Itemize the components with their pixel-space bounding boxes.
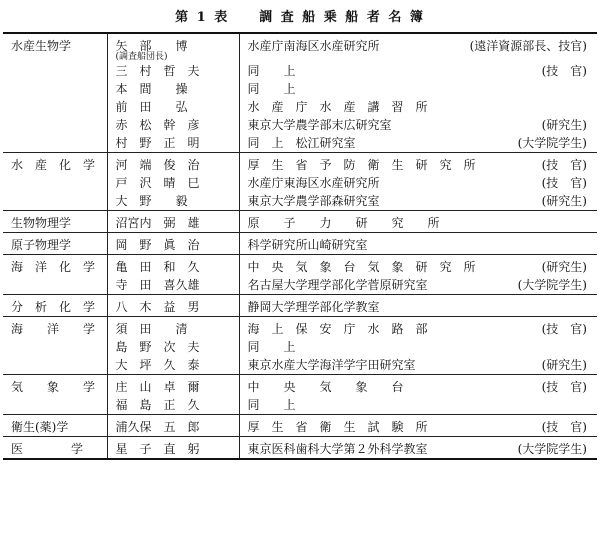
name-cell — [107, 33, 239, 62]
table-title: 第 1 表 調 査 船 乗 船 者 名 簿 — [175, 10, 425, 25]
field-cell: 原子物理学 — [11, 238, 72, 252]
field-cell: 水産生物学 — [11, 39, 72, 53]
rank-text — [587, 98, 593, 116]
affiliation-cell — [239, 295, 597, 317]
affiliation-text: 同 上 — [247, 340, 296, 354]
person-name: 島 野 次 夫 — [115, 340, 200, 354]
person-name: 戸 沢 晴 巳 — [115, 176, 200, 190]
affiliation-cell — [239, 317, 597, 339]
affiliation-text: 東京大学農学部森研究室 — [247, 194, 380, 208]
rank-text — [587, 80, 593, 98]
table-row — [3, 375, 597, 397]
name-cell — [107, 396, 239, 415]
person-name: 矢 部 博 — [115, 39, 188, 53]
person-name: 須 田 清 — [115, 322, 188, 336]
name-cell — [107, 80, 239, 98]
person-name: 三 村 哲 夫 — [115, 64, 200, 78]
affiliation-cell — [239, 192, 597, 211]
rank-text: (技 官) — [541, 158, 587, 172]
person-name: 大 坪 久 泰 — [115, 358, 200, 372]
affiliation-text: 東京大学農学部末広研究室 — [247, 118, 392, 132]
affiliation-cell — [239, 375, 597, 397]
affiliation-cell — [239, 80, 597, 98]
role-note: (調査船団長) — [115, 52, 168, 62]
affiliation-cell — [239, 153, 597, 175]
affiliation-text: 水 産 庁 水 産 講 習 所 — [247, 100, 428, 114]
affiliation-cell — [239, 98, 597, 116]
name-cell — [107, 116, 239, 134]
table-row — [3, 153, 597, 175]
field-cell: 海 洋 化 学 — [11, 260, 96, 274]
name-cell — [107, 153, 239, 175]
rank-text: (技 官) — [541, 176, 587, 190]
affiliation-cell — [239, 255, 597, 277]
affiliation-cell — [239, 338, 597, 356]
roster-body — [3, 33, 597, 459]
affiliation-cell — [239, 211, 597, 233]
person-name: 浦久保 五 郎 — [115, 420, 200, 434]
affiliation-text: 科学研究所山崎研究室 — [247, 238, 368, 252]
affiliation-text: 水産庁南海区水産研究所 — [247, 39, 380, 53]
affiliation-cell — [239, 62, 597, 80]
field-cell: 生物物理学 — [11, 216, 72, 230]
rank-text: (研究生) — [541, 118, 587, 132]
name-cell — [107, 134, 239, 153]
field-cell: 分 析 化 学 — [11, 300, 96, 314]
table-row — [3, 211, 597, 233]
field-cell: 海 洋 学 — [11, 322, 96, 336]
person-name: 庄 山 卓 爾 — [115, 380, 200, 394]
affiliation-text: 厚 生 省 衛 生 試 験 所 — [247, 420, 428, 434]
rank-text — [587, 298, 593, 316]
roster-table — [3, 32, 597, 460]
person-name: 寺 田 喜久雄 — [115, 278, 200, 292]
affiliation-text: 静岡大学理学部化学教室 — [247, 300, 380, 314]
person-name: 沼宮内 弼 雄 — [115, 216, 200, 230]
person-name: 赤 松 幹 彦 — [115, 118, 200, 132]
table-row — [3, 233, 597, 255]
table-row — [3, 317, 597, 339]
rank-text: (技 官) — [541, 64, 587, 78]
rank-text: (研究生) — [541, 260, 587, 274]
name-cell — [107, 276, 239, 295]
table-row — [3, 437, 597, 460]
name-cell — [107, 295, 239, 317]
name-cell — [107, 317, 239, 339]
name-cell — [107, 233, 239, 255]
rank-text: (大学院学生) — [517, 278, 587, 292]
person-name: 岡 野 眞 治 — [115, 238, 200, 252]
affiliation-text: 中 央 気 象 台 — [247, 380, 404, 394]
table-row — [3, 255, 597, 277]
affiliation-cell — [239, 116, 597, 134]
affiliation-text: 東京水産大学海洋学宇田研究室 — [247, 358, 416, 372]
person-name: 大 野 毅 — [115, 194, 188, 208]
affiliation-text: 海 上 保 安 庁 水 路 部 — [247, 322, 428, 336]
name-cell — [107, 62, 239, 80]
person-name: 星 子 直 躬 — [115, 442, 200, 456]
affiliation-cell — [239, 356, 597, 375]
name-cell — [107, 192, 239, 211]
affiliation-text: 原 子 力 研 究 所 — [247, 216, 440, 230]
table-row — [3, 33, 597, 62]
name-cell — [107, 437, 239, 460]
affiliation-text: 同 上 — [247, 398, 296, 412]
person-name: 福 島 正 久 — [115, 398, 200, 412]
rank-text: (遠洋資源部長、技官) — [469, 39, 587, 53]
affiliation-text: 東京医科歯科大学第２外科学教室 — [247, 442, 428, 456]
affiliation-text: 水産庁東海区水産研究所 — [247, 176, 380, 190]
affiliation-cell — [239, 233, 597, 255]
affiliation-text: 厚 生 省 予 防 衛 生 研 究 所 — [247, 158, 476, 172]
rank-text: (研究生) — [541, 358, 587, 372]
person-name: 八 木 益 男 — [115, 300, 200, 314]
affiliation-cell — [239, 276, 597, 295]
name-cell — [107, 255, 239, 277]
name-cell — [107, 356, 239, 375]
rank-text: (技 官) — [541, 420, 587, 434]
rank-text: (研究生) — [541, 194, 587, 208]
affiliation-text: 名古屋大学理学部化学菅原研究室 — [247, 278, 428, 292]
affiliation-cell — [239, 33, 597, 62]
affiliation-text: 同 上 松江研究室 — [247, 136, 356, 150]
affiliation-cell — [239, 437, 597, 460]
affiliation-cell — [239, 396, 597, 415]
rank-text: (技 官) — [541, 380, 587, 394]
person-name: 亀 田 和 久 — [115, 260, 200, 274]
table-row — [3, 415, 597, 437]
name-cell — [107, 211, 239, 233]
affiliation-text: 同 上 — [247, 64, 296, 78]
rank-text — [587, 214, 593, 232]
rank-text — [587, 396, 593, 414]
rank-text: (大学院学生) — [517, 136, 587, 150]
affiliation-cell — [239, 415, 597, 437]
name-cell — [107, 338, 239, 356]
rank-text: (大学院学生) — [517, 442, 587, 456]
field-cell: 気 象 学 — [11, 380, 96, 394]
affiliation-cell — [239, 134, 597, 153]
person-name: 村 野 正 明 — [115, 136, 200, 150]
rank-text — [587, 338, 593, 356]
name-cell — [107, 98, 239, 116]
person-name: 本 間 操 — [115, 82, 188, 96]
rank-text — [587, 236, 593, 254]
person-name: 前 田 弘 — [115, 100, 188, 114]
affiliation-cell — [239, 174, 597, 192]
affiliation-text: 同 上 — [247, 82, 296, 96]
name-cell — [107, 174, 239, 192]
name-cell — [107, 415, 239, 437]
field-cell: 衛生(薬)学 — [11, 420, 69, 434]
person-name: 河 端 俊 治 — [115, 158, 200, 172]
field-cell: 水 産 化 学 — [11, 158, 96, 172]
name-cell — [107, 375, 239, 397]
table-row — [3, 295, 597, 317]
affiliation-text: 中 央 気 象 台 気 象 研 究 所 — [247, 260, 476, 274]
rank-text: (技 官) — [541, 322, 587, 336]
field-cell: 医 学 — [11, 442, 84, 456]
